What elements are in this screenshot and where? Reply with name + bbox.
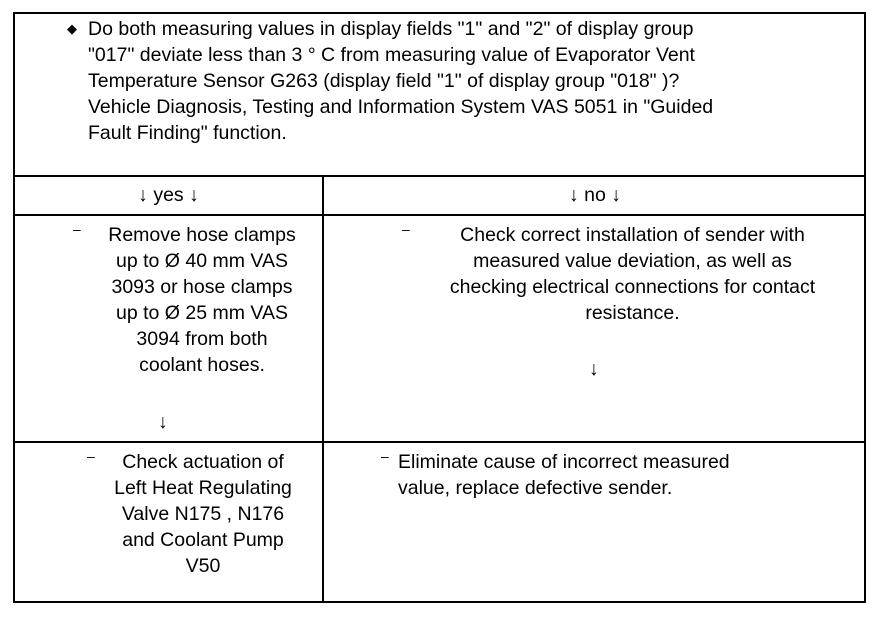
text-line: 3093 or hose clamps bbox=[111, 276, 293, 298]
question-line: Fault Finding" function. bbox=[88, 122, 287, 144]
question-line: Vehicle Diagnosis, Testing and Information System VAS 5051 in "Guided bbox=[88, 96, 714, 118]
down-arrow-icon: ↓ bbox=[158, 411, 168, 433]
no-column-label: ↓ no ↓ bbox=[568, 184, 622, 206]
text-line: Check actuation of bbox=[122, 451, 284, 473]
dash-icon: – bbox=[402, 221, 410, 237]
dash-icon: – bbox=[87, 448, 95, 464]
yes-column-label: ↓ yes ↓ bbox=[138, 184, 199, 206]
down-arrow-icon: ↓ bbox=[589, 358, 599, 380]
text-line: Valve N175 , N176 bbox=[121, 503, 285, 525]
text-line: resistance. bbox=[585, 302, 680, 324]
bullet-icon: ◆ bbox=[67, 21, 77, 36]
text-line: up to Ø 40 mm VAS bbox=[116, 250, 288, 272]
text-line: coolant hoses. bbox=[139, 354, 265, 376]
question-line: Temperature Sensor G263 (display field "1" of display group "018" )? bbox=[88, 70, 680, 92]
no-step1-text bbox=[400, 222, 865, 326]
column-header-divider bbox=[15, 214, 864, 216]
text-line: V50 bbox=[185, 555, 221, 577]
text-line: measured value deviation, as well as bbox=[473, 250, 792, 272]
step-divider bbox=[15, 441, 864, 443]
yes-step1-text bbox=[77, 222, 327, 378]
dash-icon: – bbox=[73, 221, 81, 237]
no-step2-text bbox=[398, 449, 863, 501]
question-line: Do both measuring values in display fields "1" and "2" of display group bbox=[88, 18, 694, 40]
text-line: and Coolant Pump bbox=[122, 529, 284, 551]
dash-icon: – bbox=[381, 448, 389, 464]
yes-step2-text bbox=[85, 449, 321, 579]
text-line: Check correct installation of sender with bbox=[460, 224, 805, 246]
text-line: 3094 from both bbox=[136, 328, 268, 350]
decision-table bbox=[13, 12, 866, 603]
text-line: checking electrical connections for contact bbox=[449, 276, 816, 298]
question-line: "017" deviate less than 3 ° C from measuring value of Evaporator Vent bbox=[88, 44, 695, 66]
text-line: Remove hose clamps bbox=[108, 224, 296, 246]
text-line: Left Heat Regulating bbox=[114, 477, 292, 499]
header-divider bbox=[15, 175, 864, 177]
text-line: Eliminate cause of incorrect measured bbox=[398, 451, 730, 473]
text-line: value, replace defective sender. bbox=[398, 477, 673, 499]
text-line: up to Ø 25 mm VAS bbox=[116, 302, 288, 324]
question-text bbox=[88, 16, 868, 146]
